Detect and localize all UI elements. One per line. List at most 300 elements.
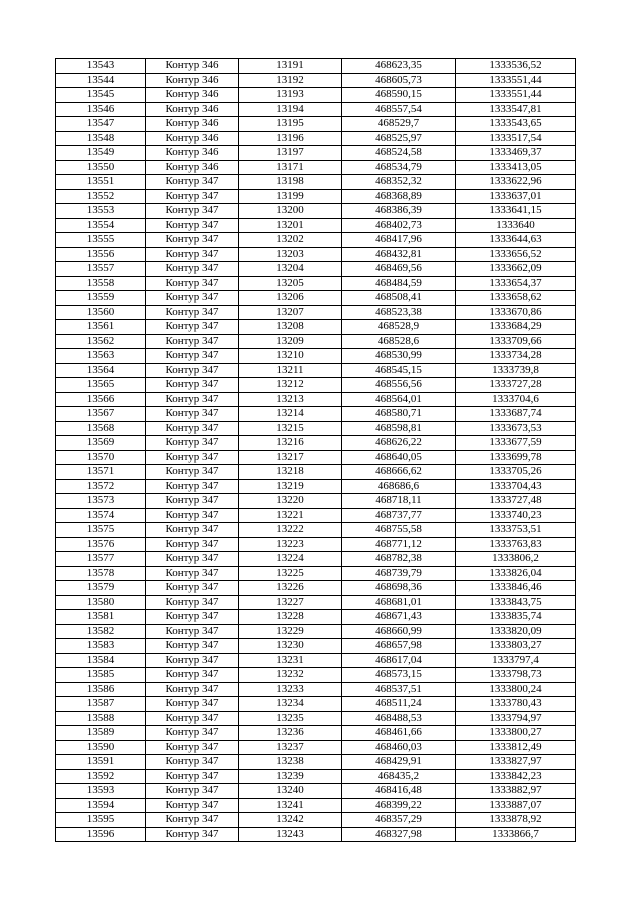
x-coordinate-cell: 468660,99 xyxy=(342,624,456,639)
table-row xyxy=(56,276,576,291)
table-row xyxy=(56,204,576,219)
table-row xyxy=(56,392,576,407)
point-number-cell: 13219 xyxy=(239,479,342,494)
y-coordinate-cell: 1333662,09 xyxy=(456,262,576,277)
point-number-cell: 13210 xyxy=(239,349,342,364)
x-coordinate-cell: 468534,79 xyxy=(342,160,456,175)
x-coordinate-cell: 468488,53 xyxy=(342,711,456,726)
contour-cell: Контур 347 xyxy=(146,175,239,190)
point-number-cell: 13229 xyxy=(239,624,342,639)
table-row xyxy=(56,494,576,509)
y-coordinate-cell: 1333644,63 xyxy=(456,233,576,248)
table-row xyxy=(56,117,576,132)
y-coordinate-cell: 1333547,81 xyxy=(456,102,576,117)
contour-cell: Контур 347 xyxy=(146,262,239,277)
row-number-cell: 13563 xyxy=(56,349,146,364)
point-number-cell: 13218 xyxy=(239,465,342,480)
table-row xyxy=(56,218,576,233)
point-number-cell: 13236 xyxy=(239,726,342,741)
y-coordinate-cell: 1333673,53 xyxy=(456,421,576,436)
x-coordinate-cell: 468524,58 xyxy=(342,146,456,161)
row-number-cell: 13580 xyxy=(56,595,146,610)
table-row xyxy=(56,726,576,741)
row-number-cell: 13567 xyxy=(56,407,146,422)
x-coordinate-cell: 468523,38 xyxy=(342,305,456,320)
table-row xyxy=(56,581,576,596)
x-coordinate-cell: 468417,96 xyxy=(342,233,456,248)
contour-cell: Контур 347 xyxy=(146,813,239,828)
x-coordinate-cell: 468771,12 xyxy=(342,537,456,552)
table-row xyxy=(56,465,576,480)
y-coordinate-cell: 1333677,59 xyxy=(456,436,576,451)
y-coordinate-cell: 1333800,27 xyxy=(456,726,576,741)
contour-cell: Контур 347 xyxy=(146,247,239,262)
point-number-cell: 13223 xyxy=(239,537,342,552)
point-number-cell: 13224 xyxy=(239,552,342,567)
x-coordinate-cell: 468435,2 xyxy=(342,769,456,784)
y-coordinate-cell: 1333684,29 xyxy=(456,320,576,335)
row-number-cell: 13550 xyxy=(56,160,146,175)
contour-cell: Контур 347 xyxy=(146,523,239,538)
y-coordinate-cell: 1333882,97 xyxy=(456,784,576,799)
coordinates-table-container xyxy=(55,58,575,842)
row-number-cell: 13551 xyxy=(56,175,146,190)
row-number-cell: 13579 xyxy=(56,581,146,596)
x-coordinate-cell: 468626,22 xyxy=(342,436,456,451)
row-number-cell: 13574 xyxy=(56,508,146,523)
x-coordinate-cell: 468623,35 xyxy=(342,59,456,74)
row-number-cell: 13558 xyxy=(56,276,146,291)
row-number-cell: 13576 xyxy=(56,537,146,552)
row-number-cell: 13584 xyxy=(56,653,146,668)
y-coordinate-cell: 1333800,24 xyxy=(456,682,576,697)
table-row xyxy=(56,421,576,436)
table-row xyxy=(56,769,576,784)
y-coordinate-cell: 1333543,65 xyxy=(456,117,576,132)
table-row xyxy=(56,813,576,828)
point-number-cell: 13208 xyxy=(239,320,342,335)
y-coordinate-cell: 1333740,23 xyxy=(456,508,576,523)
contour-cell: Контур 347 xyxy=(146,407,239,422)
table-row xyxy=(56,595,576,610)
table-row xyxy=(56,160,576,175)
x-coordinate-cell: 468399,22 xyxy=(342,798,456,813)
table-row xyxy=(56,291,576,306)
y-coordinate-cell: 1333763,83 xyxy=(456,537,576,552)
contour-cell: Контур 347 xyxy=(146,624,239,639)
y-coordinate-cell: 1333641,15 xyxy=(456,204,576,219)
contour-cell: Контур 347 xyxy=(146,740,239,755)
table-body xyxy=(56,59,576,842)
row-number-cell: 13547 xyxy=(56,117,146,132)
y-coordinate-cell: 1333670,86 xyxy=(456,305,576,320)
contour-cell: Контур 347 xyxy=(146,595,239,610)
y-coordinate-cell: 1333413,05 xyxy=(456,160,576,175)
contour-cell: Контур 347 xyxy=(146,494,239,509)
contour-cell: Контур 347 xyxy=(146,450,239,465)
point-number-cell: 13193 xyxy=(239,88,342,103)
point-number-cell: 13235 xyxy=(239,711,342,726)
contour-cell: Контур 347 xyxy=(146,276,239,291)
x-coordinate-cell: 468782,38 xyxy=(342,552,456,567)
point-number-cell: 13227 xyxy=(239,595,342,610)
y-coordinate-cell: 1333727,48 xyxy=(456,494,576,509)
point-number-cell: 13198 xyxy=(239,175,342,190)
row-number-cell: 13582 xyxy=(56,624,146,639)
y-coordinate-cell: 1333734,28 xyxy=(456,349,576,364)
table-row xyxy=(56,479,576,494)
row-number-cell: 13578 xyxy=(56,566,146,581)
point-number-cell: 13191 xyxy=(239,59,342,74)
x-coordinate-cell: 468590,15 xyxy=(342,88,456,103)
point-number-cell: 13212 xyxy=(239,378,342,393)
contour-cell: Контур 347 xyxy=(146,784,239,799)
contour-cell: Контур 346 xyxy=(146,131,239,146)
table-row xyxy=(56,407,576,422)
table-row xyxy=(56,363,576,378)
row-number-cell: 13568 xyxy=(56,421,146,436)
contour-cell: Контур 346 xyxy=(146,146,239,161)
table-row xyxy=(56,711,576,726)
y-coordinate-cell: 1333887,07 xyxy=(456,798,576,813)
contour-cell: Контур 347 xyxy=(146,320,239,335)
x-coordinate-cell: 468671,43 xyxy=(342,610,456,625)
contour-cell: Контур 347 xyxy=(146,218,239,233)
y-coordinate-cell: 1333654,37 xyxy=(456,276,576,291)
x-coordinate-cell: 468508,41 xyxy=(342,291,456,306)
x-coordinate-cell: 468718,11 xyxy=(342,494,456,509)
x-coordinate-cell: 468605,73 xyxy=(342,73,456,88)
row-number-cell: 13560 xyxy=(56,305,146,320)
table-row xyxy=(56,566,576,581)
y-coordinate-cell: 1333536,52 xyxy=(456,59,576,74)
x-coordinate-cell: 468755,58 xyxy=(342,523,456,538)
contour-cell: Контур 347 xyxy=(146,566,239,581)
y-coordinate-cell: 1333640 xyxy=(456,218,576,233)
table-row xyxy=(56,798,576,813)
point-number-cell: 13215 xyxy=(239,421,342,436)
contour-cell: Контур 347 xyxy=(146,827,239,842)
y-coordinate-cell: 1333843,75 xyxy=(456,595,576,610)
table-row xyxy=(56,262,576,277)
row-number-cell: 13590 xyxy=(56,740,146,755)
y-coordinate-cell: 1333551,44 xyxy=(456,73,576,88)
table-row xyxy=(56,189,576,204)
contour-cell: Контур 347 xyxy=(146,204,239,219)
point-number-cell: 13195 xyxy=(239,117,342,132)
row-number-cell: 13593 xyxy=(56,784,146,799)
contour-cell: Контур 347 xyxy=(146,349,239,364)
table-row xyxy=(56,697,576,712)
row-number-cell: 13548 xyxy=(56,131,146,146)
x-coordinate-cell: 468681,01 xyxy=(342,595,456,610)
y-coordinate-cell: 1333820,09 xyxy=(456,624,576,639)
table-row xyxy=(56,349,576,364)
point-number-cell: 13216 xyxy=(239,436,342,451)
x-coordinate-cell: 468545,15 xyxy=(342,363,456,378)
point-number-cell: 13220 xyxy=(239,494,342,509)
point-number-cell: 13211 xyxy=(239,363,342,378)
point-number-cell: 13234 xyxy=(239,697,342,712)
table-row xyxy=(56,639,576,654)
table-row xyxy=(56,740,576,755)
table-row xyxy=(56,653,576,668)
y-coordinate-cell: 1333846,46 xyxy=(456,581,576,596)
row-number-cell: 13564 xyxy=(56,363,146,378)
point-number-cell: 13221 xyxy=(239,508,342,523)
contour-cell: Контур 347 xyxy=(146,363,239,378)
table-row xyxy=(56,668,576,683)
row-number-cell: 13577 xyxy=(56,552,146,567)
x-coordinate-cell: 468573,15 xyxy=(342,668,456,683)
table-row xyxy=(56,523,576,538)
point-number-cell: 13199 xyxy=(239,189,342,204)
table-row xyxy=(56,334,576,349)
row-number-cell: 13583 xyxy=(56,639,146,654)
point-number-cell: 13214 xyxy=(239,407,342,422)
point-number-cell: 13197 xyxy=(239,146,342,161)
x-coordinate-cell: 468386,39 xyxy=(342,204,456,219)
y-coordinate-cell: 1333753,51 xyxy=(456,523,576,538)
x-coordinate-cell: 468737,77 xyxy=(342,508,456,523)
point-number-cell: 13231 xyxy=(239,653,342,668)
x-coordinate-cell: 468368,89 xyxy=(342,189,456,204)
x-coordinate-cell: 468529,7 xyxy=(342,117,456,132)
contour-cell: Контур 347 xyxy=(146,233,239,248)
point-number-cell: 13222 xyxy=(239,523,342,538)
point-number-cell: 13196 xyxy=(239,131,342,146)
point-number-cell: 13233 xyxy=(239,682,342,697)
coordinates-table xyxy=(55,58,576,842)
contour-cell: Контур 347 xyxy=(146,552,239,567)
table-row xyxy=(56,624,576,639)
contour-cell: Контур 347 xyxy=(146,392,239,407)
y-coordinate-cell: 1333704,6 xyxy=(456,392,576,407)
point-number-cell: 13204 xyxy=(239,262,342,277)
y-coordinate-cell: 1333727,28 xyxy=(456,378,576,393)
x-coordinate-cell: 468640,05 xyxy=(342,450,456,465)
y-coordinate-cell: 1333842,23 xyxy=(456,769,576,784)
row-number-cell: 13581 xyxy=(56,610,146,625)
x-coordinate-cell: 468469,56 xyxy=(342,262,456,277)
point-number-cell: 13200 xyxy=(239,204,342,219)
x-coordinate-cell: 468564,01 xyxy=(342,392,456,407)
contour-cell: Контур 347 xyxy=(146,769,239,784)
y-coordinate-cell: 1333622,96 xyxy=(456,175,576,190)
contour-cell: Контур 347 xyxy=(146,305,239,320)
row-number-cell: 13586 xyxy=(56,682,146,697)
row-number-cell: 13545 xyxy=(56,88,146,103)
table-row xyxy=(56,146,576,161)
contour-cell: Контур 347 xyxy=(146,508,239,523)
x-coordinate-cell: 468580,71 xyxy=(342,407,456,422)
x-coordinate-cell: 468511,24 xyxy=(342,697,456,712)
y-coordinate-cell: 1333806,2 xyxy=(456,552,576,567)
table-row xyxy=(56,378,576,393)
y-coordinate-cell: 1333469,37 xyxy=(456,146,576,161)
y-coordinate-cell: 1333812,49 xyxy=(456,740,576,755)
contour-cell: Контур 347 xyxy=(146,726,239,741)
contour-cell: Контур 347 xyxy=(146,291,239,306)
y-coordinate-cell: 1333517,54 xyxy=(456,131,576,146)
row-number-cell: 13594 xyxy=(56,798,146,813)
table-row xyxy=(56,450,576,465)
x-coordinate-cell: 468530,99 xyxy=(342,349,456,364)
point-number-cell: 13203 xyxy=(239,247,342,262)
y-coordinate-cell: 1333705,26 xyxy=(456,465,576,480)
row-number-cell: 13555 xyxy=(56,233,146,248)
point-number-cell: 13243 xyxy=(239,827,342,842)
table-row xyxy=(56,552,576,567)
row-number-cell: 13556 xyxy=(56,247,146,262)
row-number-cell: 13561 xyxy=(56,320,146,335)
table-row xyxy=(56,305,576,320)
y-coordinate-cell: 1333866,7 xyxy=(456,827,576,842)
row-number-cell: 13587 xyxy=(56,697,146,712)
row-number-cell: 13543 xyxy=(56,59,146,74)
x-coordinate-cell: 468686,6 xyxy=(342,479,456,494)
x-coordinate-cell: 468460,03 xyxy=(342,740,456,755)
x-coordinate-cell: 468352,32 xyxy=(342,175,456,190)
row-number-cell: 13596 xyxy=(56,827,146,842)
x-coordinate-cell: 468698,36 xyxy=(342,581,456,596)
y-coordinate-cell: 1333835,74 xyxy=(456,610,576,625)
point-number-cell: 13201 xyxy=(239,218,342,233)
point-number-cell: 13217 xyxy=(239,450,342,465)
point-number-cell: 13205 xyxy=(239,276,342,291)
x-coordinate-cell: 468598,81 xyxy=(342,421,456,436)
x-coordinate-cell: 468537,51 xyxy=(342,682,456,697)
y-coordinate-cell: 1333704,43 xyxy=(456,479,576,494)
x-coordinate-cell: 468525,97 xyxy=(342,131,456,146)
point-number-cell: 13171 xyxy=(239,160,342,175)
row-number-cell: 13554 xyxy=(56,218,146,233)
point-number-cell: 13230 xyxy=(239,639,342,654)
table-row xyxy=(56,88,576,103)
row-number-cell: 13566 xyxy=(56,392,146,407)
row-number-cell: 13572 xyxy=(56,479,146,494)
table-row xyxy=(56,73,576,88)
point-number-cell: 13237 xyxy=(239,740,342,755)
y-coordinate-cell: 1333687,74 xyxy=(456,407,576,422)
x-coordinate-cell: 468357,29 xyxy=(342,813,456,828)
contour-cell: Контур 346 xyxy=(146,160,239,175)
row-number-cell: 13573 xyxy=(56,494,146,509)
y-coordinate-cell: 1333551,44 xyxy=(456,88,576,103)
row-number-cell: 13592 xyxy=(56,769,146,784)
row-number-cell: 13571 xyxy=(56,465,146,480)
row-number-cell: 13570 xyxy=(56,450,146,465)
row-number-cell: 13565 xyxy=(56,378,146,393)
x-coordinate-cell: 468461,66 xyxy=(342,726,456,741)
x-coordinate-cell: 468528,9 xyxy=(342,320,456,335)
table-row xyxy=(56,175,576,190)
table-row xyxy=(56,59,576,74)
contour-cell: Контур 347 xyxy=(146,581,239,596)
table-row xyxy=(56,537,576,552)
contour-cell: Контур 347 xyxy=(146,421,239,436)
contour-cell: Контур 347 xyxy=(146,479,239,494)
x-coordinate-cell: 468528,6 xyxy=(342,334,456,349)
contour-cell: Контур 346 xyxy=(146,117,239,132)
point-number-cell: 13202 xyxy=(239,233,342,248)
x-coordinate-cell: 468416,48 xyxy=(342,784,456,799)
row-number-cell: 13549 xyxy=(56,146,146,161)
x-coordinate-cell: 468429,91 xyxy=(342,755,456,770)
y-coordinate-cell: 1333699,78 xyxy=(456,450,576,465)
table-row xyxy=(56,131,576,146)
point-number-cell: 13232 xyxy=(239,668,342,683)
point-number-cell: 13242 xyxy=(239,813,342,828)
contour-cell: Контур 347 xyxy=(146,755,239,770)
row-number-cell: 13559 xyxy=(56,291,146,306)
contour-cell: Контур 347 xyxy=(146,465,239,480)
table-row xyxy=(56,247,576,262)
row-number-cell: 13585 xyxy=(56,668,146,683)
row-number-cell: 13591 xyxy=(56,755,146,770)
row-number-cell: 13544 xyxy=(56,73,146,88)
table-row xyxy=(56,102,576,117)
table-row xyxy=(56,610,576,625)
row-number-cell: 13575 xyxy=(56,523,146,538)
contour-cell: Контур 347 xyxy=(146,436,239,451)
row-number-cell: 13546 xyxy=(56,102,146,117)
x-coordinate-cell: 468617,04 xyxy=(342,653,456,668)
point-number-cell: 13225 xyxy=(239,566,342,581)
point-number-cell: 13206 xyxy=(239,291,342,306)
contour-cell: Контур 347 xyxy=(146,668,239,683)
contour-cell: Контур 347 xyxy=(146,639,239,654)
x-coordinate-cell: 468666,62 xyxy=(342,465,456,480)
row-number-cell: 13553 xyxy=(56,204,146,219)
contour-cell: Контур 347 xyxy=(146,798,239,813)
contour-cell: Контур 347 xyxy=(146,697,239,712)
x-coordinate-cell: 468432,81 xyxy=(342,247,456,262)
y-coordinate-cell: 1333878,92 xyxy=(456,813,576,828)
contour-cell: Контур 347 xyxy=(146,378,239,393)
table-row xyxy=(56,508,576,523)
y-coordinate-cell: 1333803,27 xyxy=(456,639,576,654)
contour-cell: Контур 346 xyxy=(146,102,239,117)
point-number-cell: 13241 xyxy=(239,798,342,813)
row-number-cell: 13562 xyxy=(56,334,146,349)
y-coordinate-cell: 1333798,73 xyxy=(456,668,576,683)
row-number-cell: 13588 xyxy=(56,711,146,726)
y-coordinate-cell: 1333826,04 xyxy=(456,566,576,581)
table-row xyxy=(56,784,576,799)
row-number-cell: 13557 xyxy=(56,262,146,277)
table-row xyxy=(56,755,576,770)
y-coordinate-cell: 1333739,8 xyxy=(456,363,576,378)
y-coordinate-cell: 1333794,97 xyxy=(456,711,576,726)
table-row xyxy=(56,320,576,335)
contour-cell: Контур 346 xyxy=(146,73,239,88)
table-row xyxy=(56,436,576,451)
contour-cell: Контур 347 xyxy=(146,189,239,204)
point-number-cell: 13238 xyxy=(239,755,342,770)
contour-cell: Контур 347 xyxy=(146,653,239,668)
point-number-cell: 13239 xyxy=(239,769,342,784)
table-row xyxy=(56,682,576,697)
point-number-cell: 13240 xyxy=(239,784,342,799)
point-number-cell: 13226 xyxy=(239,581,342,596)
contour-cell: Контур 347 xyxy=(146,610,239,625)
contour-cell: Контур 347 xyxy=(146,537,239,552)
point-number-cell: 13228 xyxy=(239,610,342,625)
y-coordinate-cell: 1333709,66 xyxy=(456,334,576,349)
y-coordinate-cell: 1333797,4 xyxy=(456,653,576,668)
point-number-cell: 13209 xyxy=(239,334,342,349)
